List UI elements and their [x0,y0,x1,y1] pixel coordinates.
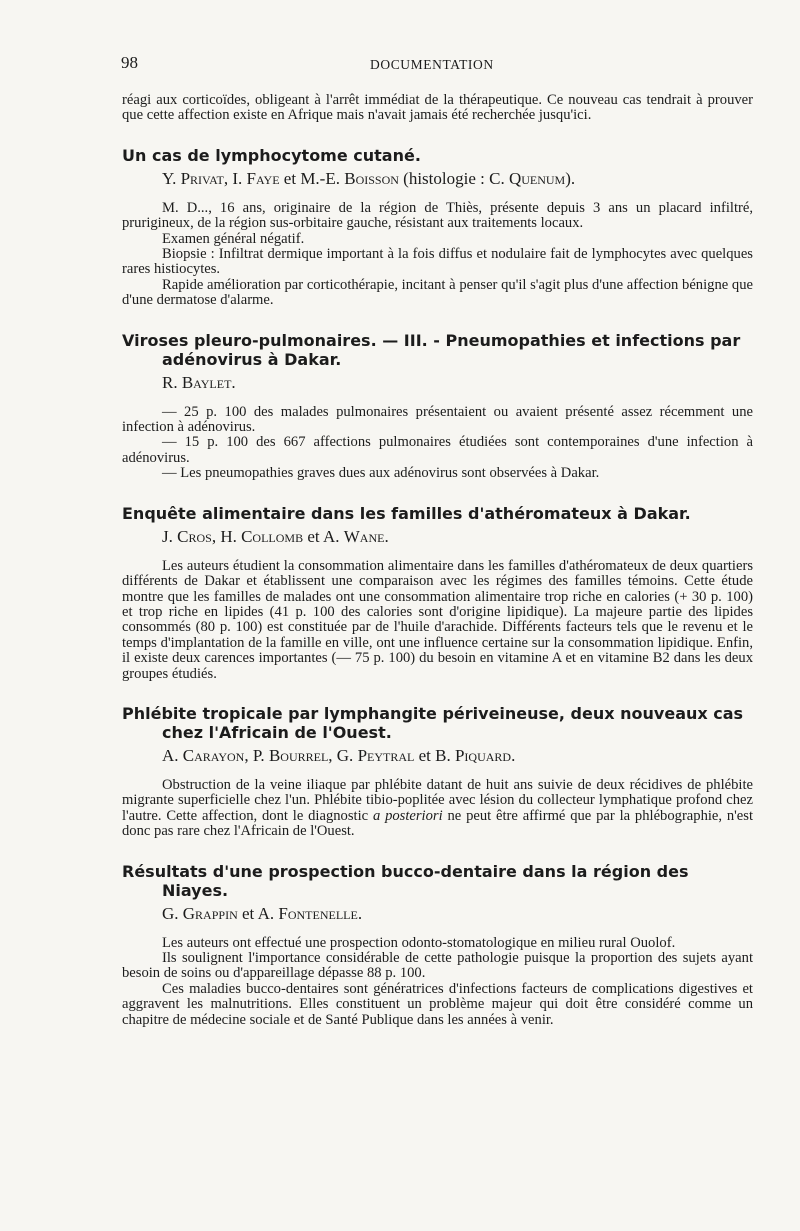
author-name: Peytral [357,745,415,765]
article-paragraph: Les auteurs étudient la consommation alimentaire dans les familles d'athéromateux de deux quartiers différents de Dakar et établissent une comparaison avec les régimes des familles témoins. Cette étude montre que les familles de malades ont une consommation alimentaire trop riche en calories (+ 30 p. 100) et trop riche en lipides (41 p. 100 des calories sont d'origine lipidique). La majeure partie des lipides consommés (80 p. 100) est constituée par de l'huile d'arachide. Différents facteurs tels que le revenu et le temps d'implantation de la famille en ville, ont une influence certaine sur la consommation lipidique. Enfin, il existe deux carences importantes (— 75 p. 100) du besoin en vitamine A et en vitamine B2 dans les deux groupes étudiés. [122,557,753,682]
author-name: Carayon [182,745,245,765]
author-name: Piquard [454,745,512,765]
article-paragraph: M. D..., 16 ans, originaire de la région de Thiès, présente depuis 3 ans un placard infiltré, prurigineux, de la région sus-orbitaire gauche, résistant aux traitements locaux. [122,199,753,232]
author-name: Fontenelle [278,903,358,923]
author-name: Faye [246,168,280,188]
article-paragraph: Les auteurs ont effectué une prospection odonto-stomatologique en milieu rural Ouolof. [162,934,676,951]
author-name: Cros [177,526,212,546]
page-number: 98 [121,53,138,72]
author-name: Baylet [181,372,232,392]
article-phlebite [122,704,753,840]
article-title: Viroses pleuro-pulmonaires. — III. - Pneumopathies et infections par adénovirus à Dakar. [122,330,741,369]
author-name: Collomb [241,526,304,546]
article-authors: Y. Privat, I. Faye et M.-E. Boisson (histologie : C. Quenum). [162,168,576,188]
author-name: Bourrel [268,745,329,765]
article-title: Résultats d'une prospection bucco-dentaire dans la région des Niayes. [122,861,689,900]
article-authors: G. Grappin et A. Fontenelle. [162,903,363,923]
article-paragraph: Rapide amélioration par corticothérapie, incitant à penser qu'il s'agit plus d'une affection bénigne que d'une dermatose d'alarme. [122,276,753,309]
article-paragraph: Obstruction de la veine iliaque par phlébite datant de huit ans suivie de deux récidives de phlébite migrante superficielle chez l'un. Phlébite tibio-poplitée avec lésion du collecteur lymphatique profond chez l'autre. Cette affection, dont le diagnostic a posteriori ne peut être affirmé que par la phlébographie, n'est donc pas rare chez l'Africain de l'Ouest. [122,776,754,840]
author-name: Privat [180,168,224,188]
intro-paragraph: réagi aux corticoïdes, obligeant à l'arrêt immédiat de la thérapeutique. Ce nouveau cas tendrait à prouver que cette affection existe en Afrique mais n'avait jamais été recherchée jusqu'ici. [122,92,753,124]
author-name: Grappin [182,903,238,923]
article-lymphocytome [122,146,753,309]
article-title: Un cas de lymphocytome cutané. [122,145,421,165]
author-name: Boisson [344,168,399,188]
italic-term: a posteriori [372,807,443,824]
article-enquete [122,504,753,682]
article-paragraph: Biopsie : Infiltrat dermique important à la fois diffus et nodulaire fait de lymphocytes avec quelques rares histiocytes. [122,246,753,278]
article-title: Enquête alimentaire dans les familles d'athéromateux à Dakar. [122,503,691,523]
article-authors: R. Baylet. [162,372,236,392]
article-paragraph: — Les pneumopathies graves dues aux adénovirus sont observées à Dakar. [162,465,600,482]
running-title: DOCUMENTATION [370,57,494,72]
article-paragraph: Ils soulignent l'importance considérable de cette pathologie puisque la proportion des sujets ayant besoin de soins ou d'appareillage dépasse 88 p. 100. [122,949,753,982]
author-name: Quenum [508,168,566,188]
article-paragraph: Ces maladies bucco-dentaires sont génératrices d'infections facteurs de complications digestives et aggravent les malnutritions. Elles constituent un problème majeur qui doit être considéré comme un chapitre de médecine sociale et de Santé Publique dans les années à venir. [122,980,753,1028]
article-paragraph: Examen général négatif. [162,230,305,247]
article-authors: A. Carayon, P. Bourrel, G. Peytral et B. Piquard. [162,745,516,765]
article-paragraph: — 15 p. 100 des 667 affections pulmonaires étudiées sont contemporaines d'une infection à adénovirus. [122,434,753,466]
article-paragraph: — 25 p. 100 des malades pulmonaires présentaient ou avaient présenté assez récemment une infection à adénovirus. [122,403,753,436]
article-viroses [122,331,753,482]
author-name: Wane [343,526,385,546]
page-content [122,93,753,1028]
article-bucco-dentaire [122,862,753,1028]
article-authors: J. Cros, H. Collomb et A. Wane. [162,526,389,546]
article-title: Phlébite tropicale par lymphangite périveineuse, deux nouveaux cas chez l'Africain de l'Ouest. [122,703,744,742]
